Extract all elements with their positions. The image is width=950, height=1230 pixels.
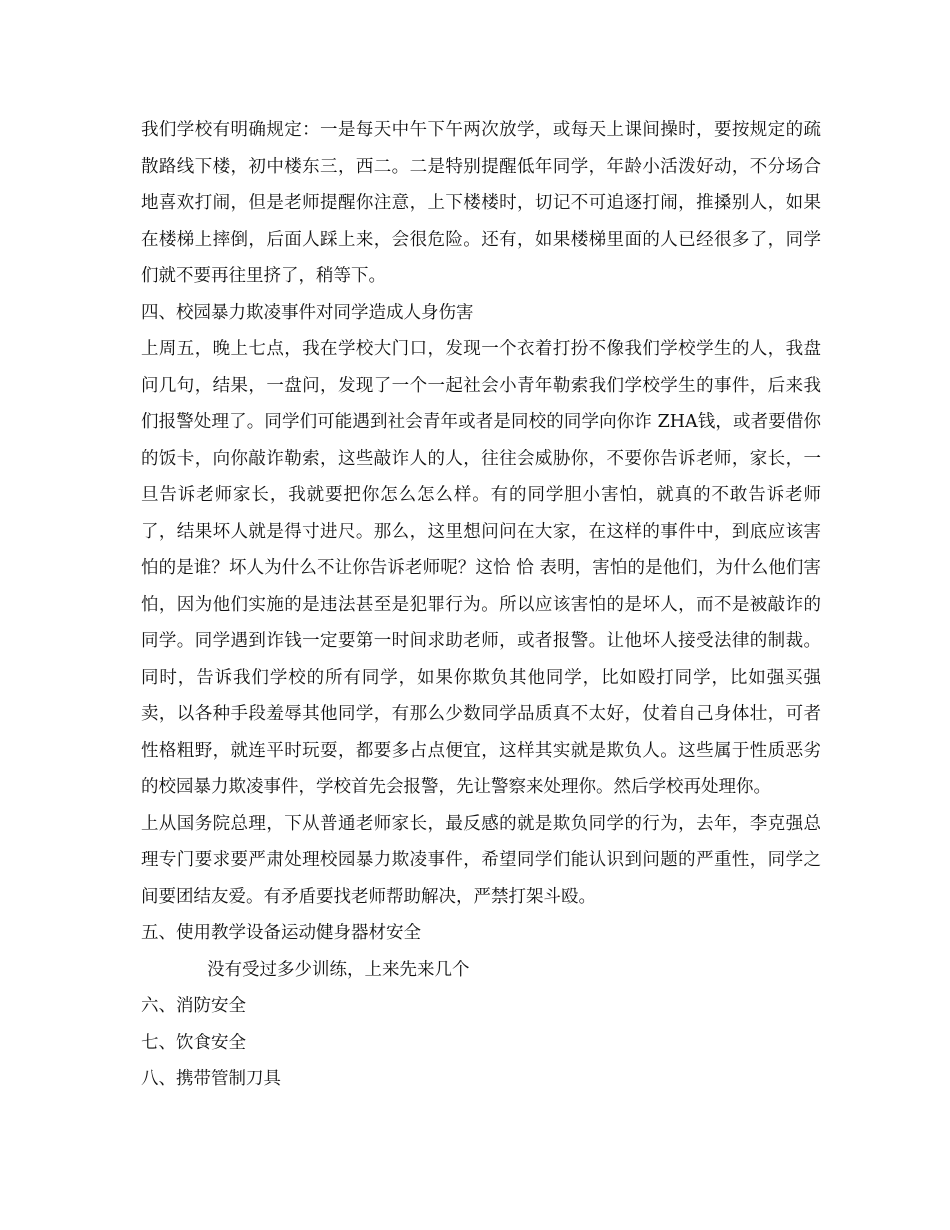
document-body (141, 112, 821, 1098)
section-heading-5: 五、使用教学设备运动健身器材安全 (141, 923, 421, 943)
paragraph-equipment-note: 没有受过多少训练，上来先来几个 (207, 959, 470, 980)
paragraph-extortion-incident: 上周五，晚上七点，我在学校大门口，发现一个衣着打扮不像我们学校学生的人，我盘问几句，结果，一盘问，发现了一个一起社会小青年勒索我们学校学生的事件，后来我们报警处理了。同学们可能遇到社会青年或者是同校的同学向你诈 ZHA钱，或者要借你的饭卡，向你敲诈勒索，这些敲诈人的人，往往会威胁你，不要你告诉老师，家长，一旦告诉老师家长，我就要把你怎么怎么样。有的同学胆小害怕，就真的不敢告诉老师了，结果坏人就是得寸进尺。那么，这里想问问在大家，在这样的事件中，到底应该害怕的是谁？坏人为什么不让你告诉老师呢？这恰 恰 表明，害怕的是他们，为什么他们害怕，因为他们实施的是违法甚至是犯罪行为。所以应该害怕的是坏人，而不是被敲诈的同学。同学遇到诈钱一定要第一时间求助老师，或者报警。让他坏人接受法律的制裁。同时，告诉我们学校的所有同学，如果你欺负其他同学，比如殴打同学，比如强买强卖，以各种手段羞辱其他同学，有那么少数同学品质真不太好，仗着自己身体壮，可者性格粗野，就连平时玩耍，都要多占点便宜，这样其实就是欺负人。这些属于性质恶劣的校园暴力欺凌事件，学校首先会报警，先让警察来处理你。然后学校再处理你。 (141, 339, 821, 797)
paragraph-premier-statement: 上从国务院总理，下从普通老师家长，最反感的就是欺负同学的行为，去年，李克强总理专门要求要严肃处理校园暴力欺凌事件，希望同学们能认识到问题的严重性，同学之间要团结友爱。有矛盾要找老师帮助解决，严禁打架斗殴。 (141, 813, 821, 907)
section-heading-4: 四、校园暴力欺凌事件对同学造成人身伤害 (141, 302, 474, 323)
section-heading-7: 七、饮食安全 (141, 1032, 246, 1053)
section-heading-6: 六、消防安全 (141, 996, 246, 1016)
section-heading-8: 八、携带管制刀具 (141, 1069, 281, 1089)
paragraph-stair-safety: 我们学校有明确规定：一是每天中午下午两次放学，或每天上课间操时，要按规定的疏散路线下楼，初中楼东三，西二。二是特别提醒低年同学，年龄小活泼好动，不分场合地喜欢打闹，但是老师提醒你注意，上下楼楼时，切记不可追逐打闹，推搡别人，如果在楼梯上摔倒，后面人踩上来，会很危险。还有，如果楼梯里面的人已经很多了，同学们就不要再往里挤了，稍等下。 (141, 120, 821, 286)
